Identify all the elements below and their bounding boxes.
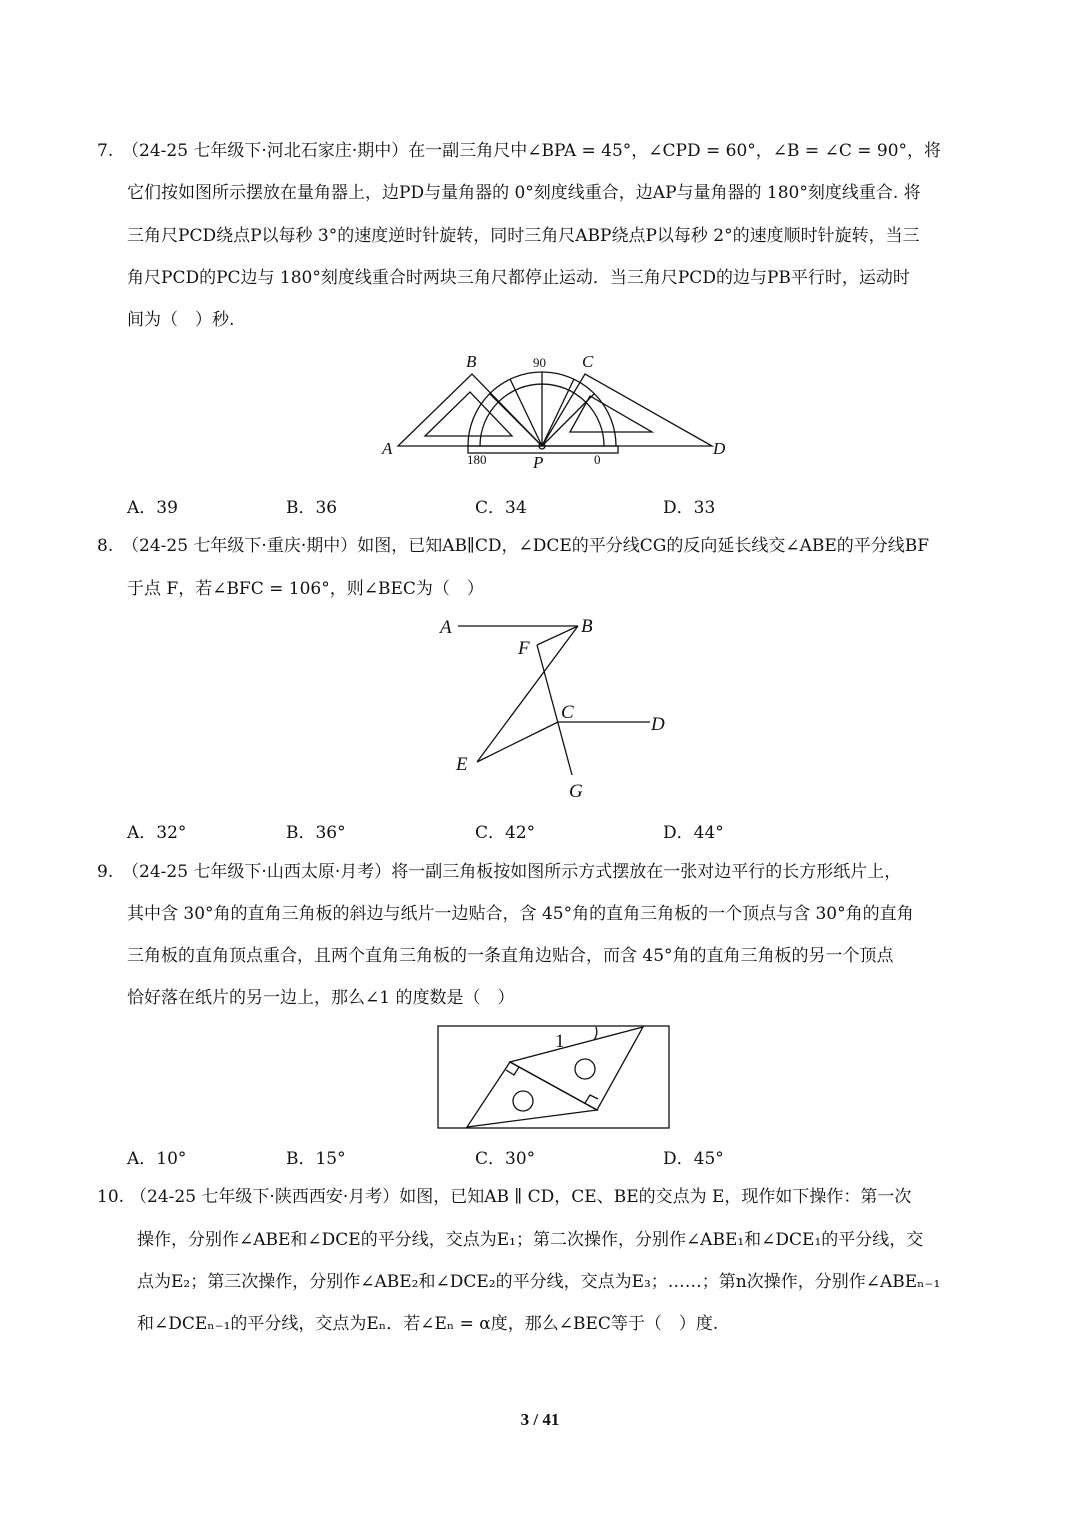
q7-line-1: （24-25 七年级下·河北石家庄·期中）在一副三角尺中∠BPA = 45°，∠CPD = 60°，∠B = ∠C = 90°，将 bbox=[122, 141, 942, 161]
q7-option-b: B．36 bbox=[286, 498, 338, 518]
q8-figure-parallel-lines bbox=[430, 605, 680, 805]
q9-number: 9. bbox=[97, 862, 114, 882]
q8-label-b: B bbox=[581, 616, 593, 637]
q10-number: 10. bbox=[97, 1187, 125, 1207]
q9-option-d: D．45° bbox=[663, 1149, 724, 1169]
q9-label-angle-1: 1 bbox=[555, 1031, 565, 1052]
q8-label-f: F bbox=[518, 638, 530, 659]
q9-option-c: C．30° bbox=[475, 1149, 536, 1169]
q9-option-a: A．10° bbox=[127, 1149, 187, 1169]
q9-option-b: B．15° bbox=[286, 1149, 346, 1169]
q7-option-a: A．39 bbox=[127, 498, 178, 518]
q7-option-c: C．34 bbox=[475, 498, 527, 518]
q7-label-180: 180 bbox=[467, 452, 487, 467]
q7-label-p: P bbox=[533, 453, 544, 472]
q7-label-c: C bbox=[582, 352, 594, 371]
q8-number: 8. bbox=[97, 536, 114, 556]
q7-line-5: 间为（ ）秒. bbox=[127, 310, 235, 330]
q7-option-d: D．33 bbox=[663, 498, 716, 518]
q9-line-4: 恰好落在纸片的另一边上，那么∠1 的度数是（ ） bbox=[127, 988, 515, 1008]
q7-label-0: 0 bbox=[594, 452, 601, 467]
q8-label-e: E bbox=[456, 754, 468, 775]
q7-label-90: 90 bbox=[533, 355, 546, 370]
q8-label-c: C bbox=[561, 702, 574, 723]
q7-line-4: 角尺PCD的PC边与 180°刻度线重合时两块三角尺都停止运动．当三角尺PCD的边与PB平行时，运动时 bbox=[127, 268, 910, 288]
q7-label-a: A bbox=[382, 439, 393, 458]
q8-option-b: B．36° bbox=[286, 823, 346, 843]
q9-line-2: 其中含 30°角的直角三角板的斜边与纸片一边贴合，含 45°角的直角三角板的一个顶点与含 30°角的直角 bbox=[127, 904, 914, 924]
q10-line-1: （24-25 七年级下·陕西西安·月考）如图，已知AB ∥ CD，CE、BE的交点为 E，现作如下操作：第一次 bbox=[130, 1187, 912, 1207]
q8-label-a: A bbox=[440, 617, 452, 638]
q7-label-b: B bbox=[466, 352, 477, 371]
q10-line-3: 点为E₂；第三次操作，分别作∠ABE₂和∠DCE₂的平分线，交点为E₃；……；第n次操作，分别作∠ABEₙ₋₁ bbox=[137, 1272, 941, 1292]
page-number: 3 / 41 bbox=[520, 1410, 560, 1429]
q7-line-2: 它们按如图所示摆放在量角器上，边PD与量角器的 0°刻度线重合，边AP与量角器的 180°刻度线重合. 将 bbox=[127, 183, 921, 203]
q7-line-3: 三角尺PCD绕点P以每秒 3°的速度逆时针旋转，同时三角尺ABP绕点P以每秒 2°的速度顺时针旋转，当三 bbox=[127, 226, 920, 246]
q7-label-d: D bbox=[713, 439, 726, 458]
q9-line-1: （24-25 七年级下·山西太原·月考）将一副三角板按如图所示方式摆放在一张对边平行的长方形纸片上， bbox=[122, 862, 902, 882]
q8-label-d: D bbox=[651, 714, 665, 735]
q8-label-g: G bbox=[569, 781, 583, 802]
q10-line-4: 和∠DCEₙ₋₁的平分线，交点为Eₙ．若∠Eₙ = α度，那么∠BEC等于（ ）度. bbox=[137, 1314, 719, 1334]
q10-line-2: 操作，分别作∠ABE和∠DCE的平分线，交点为E₁；第二次操作，分别作∠ABE₁和∠DCE₁的平分线，交 bbox=[137, 1230, 924, 1250]
q8-option-d: D．44° bbox=[663, 823, 724, 843]
q9-line-3: 三角板的直角顶点重合，且两个直角三角板的一条直角边贴合，而含 45°角的直角三角板的另一个顶点 bbox=[127, 946, 894, 966]
q7-figure-protractor-triangles bbox=[370, 345, 740, 475]
q7-number: 7. bbox=[97, 141, 114, 161]
q8-option-c: C．42° bbox=[475, 823, 536, 843]
q9-figure-set-squares bbox=[430, 1020, 680, 1135]
q8-option-a: A．32° bbox=[127, 823, 187, 843]
q8-line-2: 于点 F，若∠BFC = 106°，则∠BEC为（ ） bbox=[127, 579, 484, 599]
q8-line-1: （24-25 七年级下·重庆·期中）如图，已知AB∥CD，∠DCE的平分线CG的反向延长线交∠ABE的平分线BF bbox=[122, 536, 930, 556]
